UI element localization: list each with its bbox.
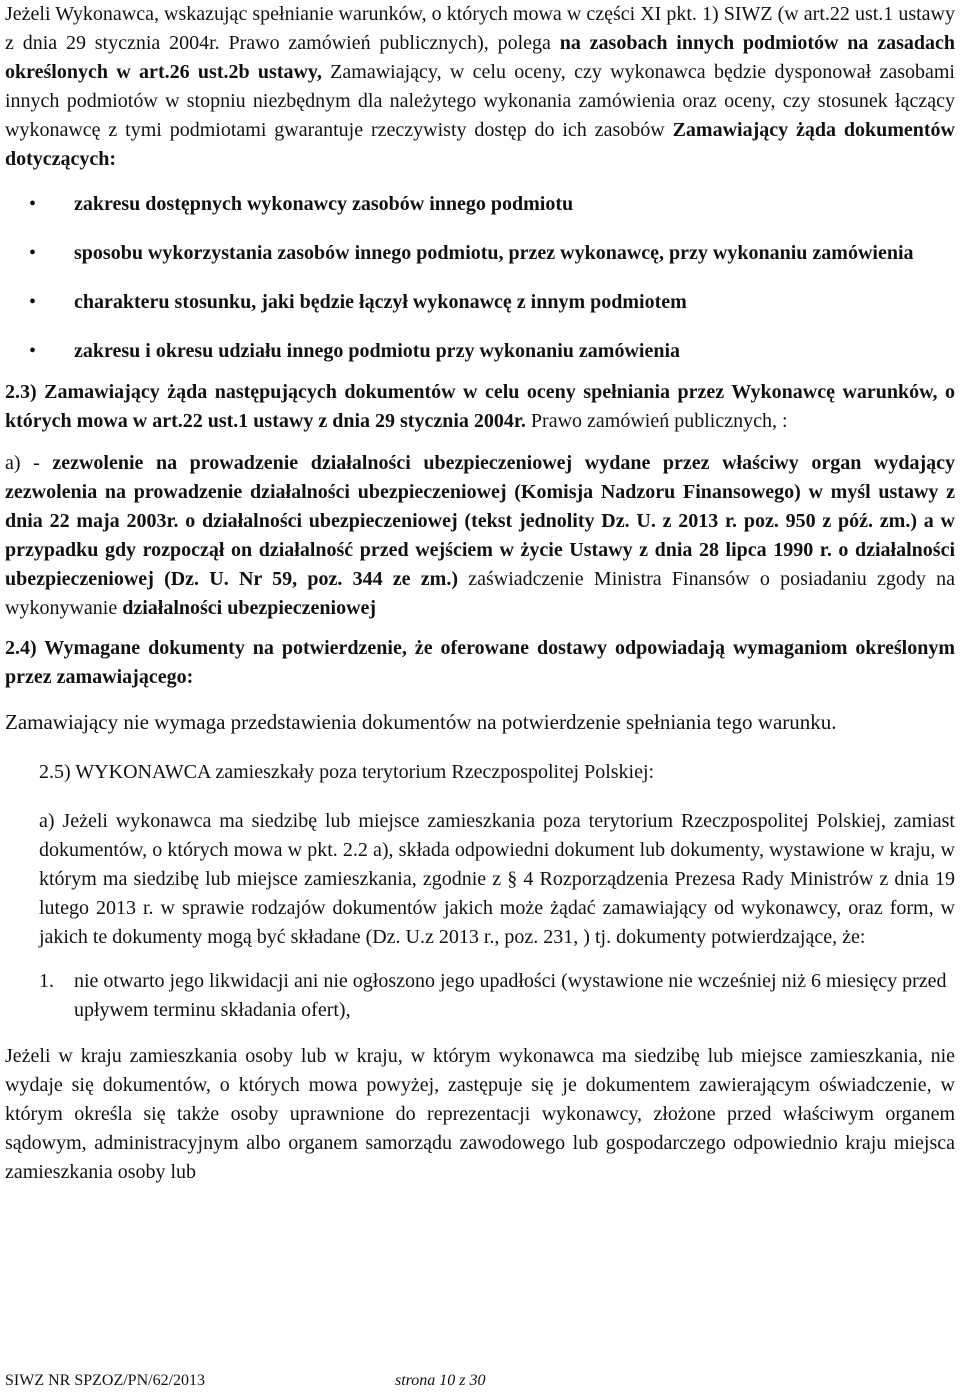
intro-bold-1: na zasobach innych podmiotów na zasadach określonych w art.26 ust.2b ustawy,: [5, 32, 955, 83]
list-item: • zakresu dostępnych wykonawcy zasobów innego podmiotu: [5, 190, 955, 219]
section-2-5-heading: 2.5) WYKONAWCA zamieszkały poza terytorium Rzeczpospolitej Polskiej:: [39, 761, 655, 783]
item-number: 1.: [39, 970, 54, 992]
intro-paragraph: Jeżeli Wykonawca, wskazując spełnianie warunków, o których mowa w części XI pkt. 1) SIWZ (w art.22 ust.1 ustawy z dnia 29 stycznia 2004r. Prawo zamówień publicznych), polega na zasobach innych podmiotów na zasadach określonych w art.26 ust.2b ustawy, Zamawiający, w celu oceny, czy wykonawca będzie dysponował zasobami innych podmiotów w stopniu niezbędnym dla należytego wykonania zamówienia oraz oceny, czy stosunek łączący wykonawcę z tymi podmiotami gwarantuje rzeczywisty dostęp do ich zasobów Zamawiający żąda dokumentów dotyczących:: [5, 3, 956, 170]
bullet-icon: •: [29, 291, 37, 313]
section-2-3-heading: 2.3) Zamawiający żąda następujących dokumentów w celu oceny spełniania przez Wykonawcę warunków, o których mowa w art.22 ust.1 ustawy z dnia 29 stycznia 2004r. Prawo zamówień publicznych, :: [5, 381, 955, 432]
closing-paragraph: Jeżeli w kraju zamieszkania osoby lub w kraju, w którym wykonawca ma siedzibę lub miejsce zamieszkania, nie wydaje się dokumentów, o których mowa powyżej, zastępuje się je dokumentem zawierającym oświadczenie, w którym określa się także osoby uprawnione do reprezentacji wykonawcy, złożone przed właściwym organem sądowym, administracyjnym albo organem samorządu zawodowego lub gospodarczego odpowiednio kraju miejsca zamieszkania osoby lub: [5, 1045, 955, 1183]
bullet-icon: •: [29, 193, 37, 215]
bullet-icon: •: [29, 340, 37, 362]
document-page: [5, 0, 955, 1187]
item-text: nie otwarto jego likwidacji ani nie ogłoszono jego upadłości (wystawione nie wcześniej niż 6 miesięcy przed upływem terminu składania ofert),: [74, 970, 947, 1021]
bullet-icon: •: [29, 242, 37, 264]
section-2-5-item-a: a) Jeżeli wykonawca ma siedzibę lub miejsce zamieszkania poza terytorium Rzeczpospolitej Polskiej, zamiast dokumentów, o których mowa w pkt. 2.2 a), składa odpowiedni dokument lub dokumenty, wystawione w kraju, w którym ma siedzibę lub miejsce zamieszkania, zgodnie z § 4 Rozporządzenia Prezesa Rady Ministrów z dnia 19 lutego 2013 r. w sprawie rodzajów dokumentów jakich może żądać zamawiający od wykonawcy, oraz form, w jakich te dokumenty mogą być składane (Dz. U.z 2013 r., poz. 231, ) tj. dokumenty potwierdzające, że:: [39, 810, 955, 948]
section-2-4-text: Zamawiający nie wymaga przedstawienia dokumentów na potwierdzenie spełniania tego warunku.: [5, 710, 837, 734]
page-number: strona 10 z 30: [395, 1372, 486, 1389]
intro-bold-2: Zamawiający żąda dokumentów dotyczących:: [5, 119, 956, 170]
list-item: • sposobu wykorzystania zasobów innego podmiotu, przez wykonawcę, przy wykonaniu zamówienia: [5, 239, 955, 268]
section-2-3-item-a: a) - zezwolenie na prowadzenie działalności ubezpieczeniowej wydane przez właściwy organ wydający zezwolenia na prowadzenie działalności ubezpieczeniowej (Komisja Nadzoru Finansowego) w myśl ustawy z dnia 22 maja 2003r. o działalności ubezpieczeniowej (tekst jednolity Dz. U. z 2013 r. poz. 950 z póź. zm.) a w przypadku gdy rozpoczął on działalność przed wejściem w życie Ustawy z dnia 28 lipca 1990 r. o działalności ubezpieczeniowej (Dz. U. Nr 59, poz. 344 ze zm.) zaświadczenie Ministra Finansów o posiadaniu zgody na wykonywanie działalności ubezpieczeniowej: [5, 452, 955, 619]
document-reference: SIWZ NR SPZOZ/PN/62/2013: [5, 1372, 206, 1389]
list-item: • zakresu i okresu udziału innego podmiotu przy wykonaniu zamówienia: [5, 337, 955, 366]
section-2-4-heading: 2.4) Wymagane dokumenty na potwierdzenie, że oferowane dostawy odpowiadają wymaganiom określonym przez zamawiającego:: [5, 637, 955, 688]
list-item: • charakteru stosunku, jaki będzie łączył wykonawcę z innym podmiotem: [5, 288, 955, 317]
section-2-5-numbered-item: [5, 967, 955, 1025]
page-footer: [5, 1371, 486, 1391]
documents-bullet-list: [5, 190, 955, 366]
